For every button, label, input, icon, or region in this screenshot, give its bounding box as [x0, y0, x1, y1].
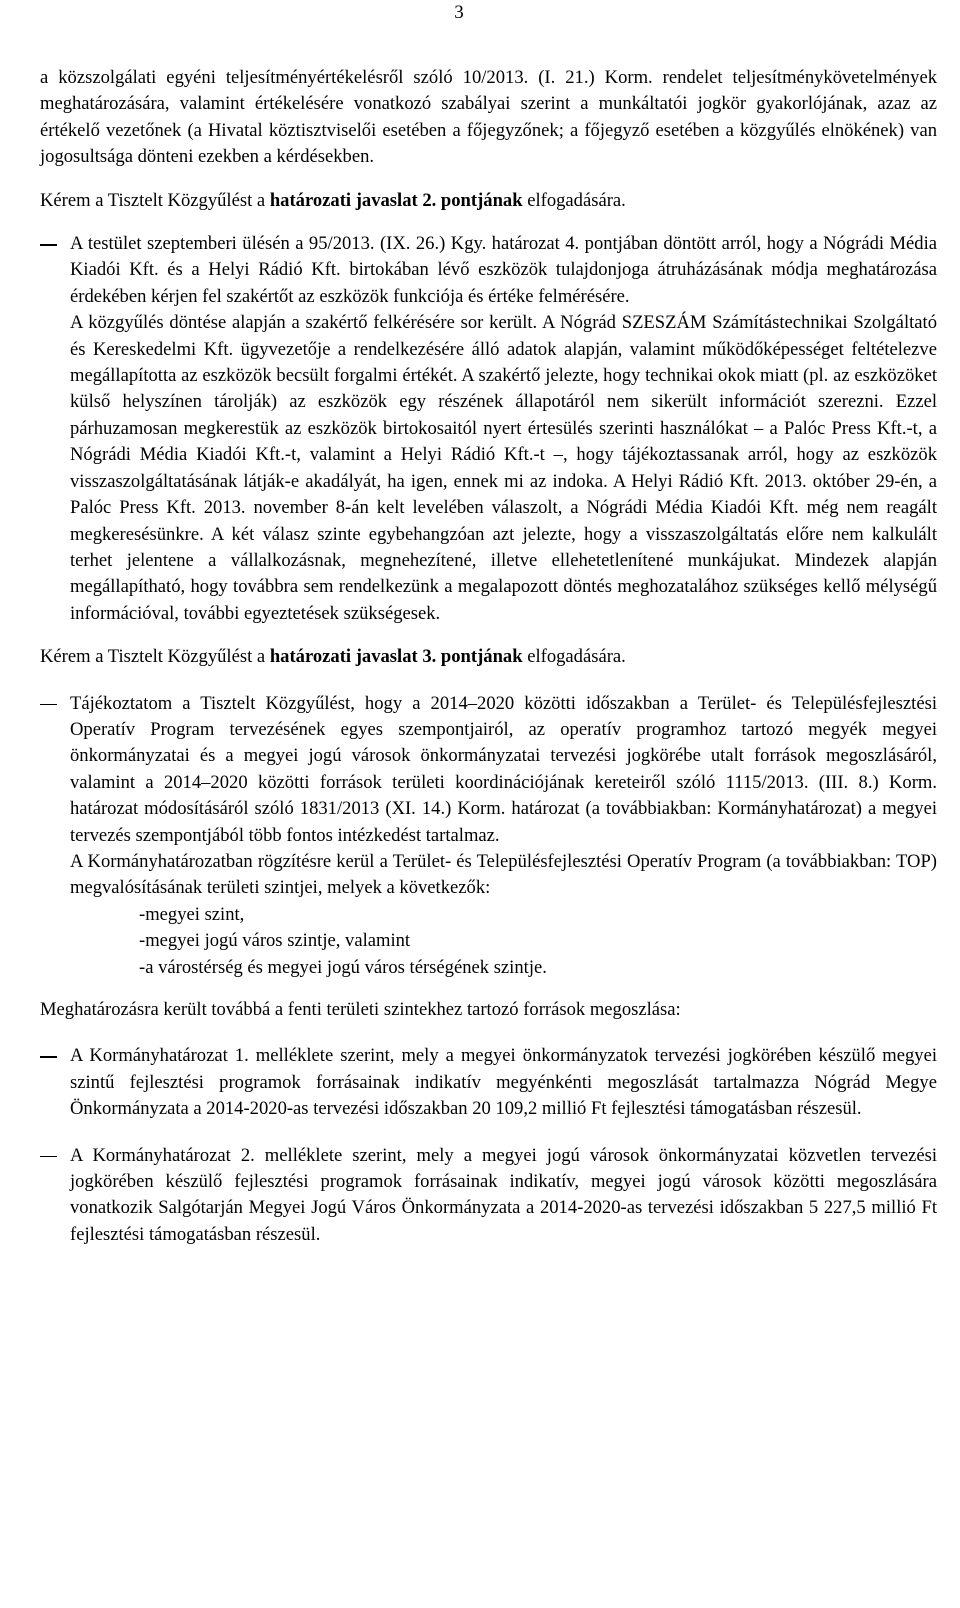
- request-text-post: elfogadására.: [522, 646, 626, 668]
- page-number: 3: [454, 2, 464, 23]
- item-paragraph: A testület szeptemberi ülésén a 95/2013. (IX. 26.) Kgy. határozat 4. pontjában döntött arról, hogy a Nógrádi Média Kiadói Kft. és a Helyi Rádió Kft. birtokában lévő eszközök tulajdonjoga átruházásának módja meghatározása érdekében kérjen fel szakértőt az eszközök funkciója és értéke felmérésére.: [70, 233, 937, 307]
- request-text-pre: Kérem a Tisztelt Közgyűlést a: [40, 646, 270, 668]
- request-text-pre: Kérem a Tisztelt Közgyűlést a: [40, 189, 270, 211]
- item-paragraph: A Kormányhatározat 2. melléklete szerint, mely a megyei jogú városok önkormányzatai közvetlen tervezési jogkörében készülő fejlesztési programok forrásainak indikatív, megyei jogú városok közötti megoszlására vonatkozik Salgótarján Megyei Jogú Város Önkormányzata a 2014-2020-as tervezési időszakban 5 227,5 millió Ft fejlesztési támogatásban részesül.: [70, 1144, 937, 1245]
- sublist-item: -a várostérség és megyei jogú város térségének szintje.: [139, 956, 547, 978]
- paragraph-allocation-intro: Meghatározásra került továbbá a fenti területi szintekhez tartozó források megoszlása:: [40, 999, 681, 1020]
- list-item: [40, 691, 937, 981]
- item-paragraph: Tájékoztatom a Tisztelt Közgyűlést, hogy a 2014–2020 közötti időszakban a Terület- és Településfejlesztési Operatív Program tervezésének egyes szempontjairól, az operatív programhoz tartozó megyék megyei önkormányzatai és a megyei jogú városok önkormányzatai tervezési jogkörébe utalt források megoszlásáról, valamint a 2014–2020 közötti források területi koordinációjának kereteiről szóló 1115/2013. (III. 8.) Korm. határozat módosításáról szóló 1831/2013 (XI. 14.) Korm. határozat (a továbbiakban: Kormányhatározat) a megyei tervezés szempontjából több fontos intézkedést tartalmaz.: [70, 692, 937, 846]
- item-paragraph: A közgyűlés döntése alapján a szakértő felkérésére sor került. A Nógrád SZESZÁM Számítástechnikai Szolgáltató és Kereskedelmi Kft. ügyvezetője a rendelkezésére álló adatok alapján, valamint működőképességet feltételezve megállapította az eszközök becsült forgalmi értékét. A szakértő jelezte, hogy technikai okok miatt (pl. az eszközöket külső helyszínen tárolják) az eszközök egy részének állapotáról nem sikerült információt szerezni. Ezzel párhuzamosan megkerestük az eszközök birtokosaitól nyert értesülés szerinti használókat – a Palóc Press Kft.-t, a Nógrádi Média Kiadói Kft.-t, valamint a Helyi Rádió Kft.-t –, hogy tájékoztassanak arról, hogy az eszközök visszaszolgáltatásának látják-e akadályát, ha igen, ennek mi az indoka. A Helyi Rádió Kft. 2013. október 29-én, a Palóc Press Kft. 2013. november 8-án kelt levelében válaszolt, a Nógrádi Média Kiadói Kft. még nem reagált megkeresésünkre. A két válasz szinte egybehangzóan azt jelezte, hogy a visszaszolgáltatás előre nem kalkulált terhet jelentene a vállalkozásnak, megnehezítené, illetve ellehetetlenítené munkájukat. Mindezek alapján megállapítható, hogy továbbra sem rendelkezünk a megalapozott döntés meghozatalához szükséges kellő mélységű információval, további egyeztetések szükségesek.: [70, 312, 937, 624]
- document-body: [40, 65, 937, 1248]
- item-paragraph: A Kormányhatározatban rögzítésre kerül a Terület- és Településfejlesztési Operatív Program (a továbbiakban: TOP) megvalósításának területi szintjei, melyek a következők:: [70, 850, 937, 899]
- request-text-post: elfogadására.: [522, 189, 626, 211]
- request-bold: határozati javaslat 3. pontjának: [269, 646, 523, 668]
- request-item-3: [40, 644, 937, 670]
- item-paragraph: A Kormányhatározat 1. melléklete szerint, mely a megyei önkormányzatok tervezési jogkörében készülő megyei szintű fejlesztési programok forrásainak indikatív megyénkénti megoszlását tartalmazza Nógrád Megye Önkormányzata a 2014-2020-as tervezési időszakban 20 109,2 millió Ft fejlesztési támogatásban részesül.: [70, 1045, 937, 1120]
- list-item: [40, 1043, 937, 1122]
- request-bold: határozati javaslat 2. pontjának: [269, 189, 523, 211]
- paragraph-regulation: a közszolgálati egyéni teljesítményértékelésről szóló 10/2013. (I. 21.) Korm. rendelet teljesítménykövetelmények meghatározására, valamint értékelésére vonatkozó szabályai szerint a munkáltatói jogkör gyakorlójának, azaz az értékelő vezetőnek (a Hivatal köztisztviselői esetében a főjegyzőnek; a főjegyző esetében a közgyűlés elnökének) van jogosultsága dönteni ezekben a kérdésekben.: [40, 67, 937, 168]
- list-item: [40, 231, 937, 627]
- sublist-item: -megyei szint,: [139, 903, 245, 925]
- sublist: [70, 902, 937, 981]
- request-item-2: [40, 188, 937, 214]
- list-item: [40, 1143, 937, 1249]
- sublist-item: -megyei jogú város szintje, valamint: [139, 930, 411, 952]
